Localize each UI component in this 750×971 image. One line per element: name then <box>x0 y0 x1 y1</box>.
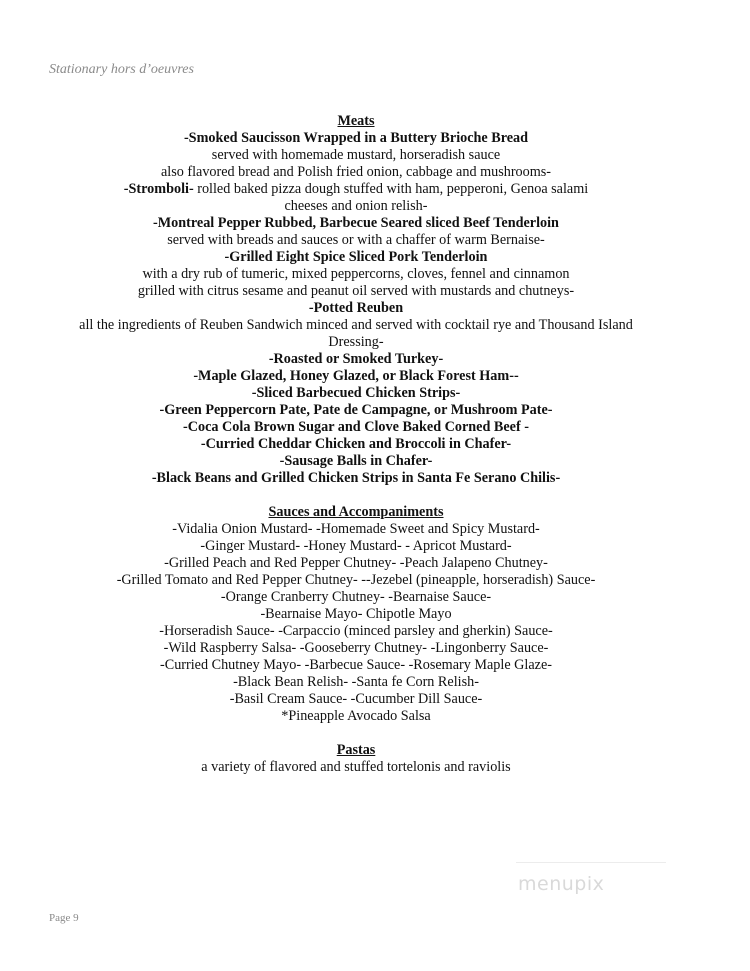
sauce-line: -Horseradish Sauce- -Carpaccio (minced parsley and gherkin) Sauce- <box>159 623 553 639</box>
menu-item-title: -Sliced Barbecued Chicken Strips- <box>251 385 461 401</box>
page-header: Stationary hors d’oeuvres <box>49 62 194 77</box>
watermark-rule <box>516 862 666 863</box>
sauce-line: -Wild Raspberry Salsa- -Gooseberry Chutney- -Lingonberry Sauce- <box>163 640 549 656</box>
meats-heading: Meats <box>337 113 375 129</box>
menu-item-title: -Montreal Pepper Rubbed, Barbecue Seared sliced Beef Tenderloin <box>153 215 559 231</box>
menu-item-description: all the ingredients of Reuben Sandwich minced and served with cocktail rye and Thousand Island <box>79 317 633 333</box>
sauce-line: -Black Bean Relish- -Santa fe Corn Relish- <box>233 674 479 690</box>
sauce-line: -Curried Chutney Mayo- -Barbecue Sauce- -Rosemary Maple Glaze- <box>160 657 552 673</box>
pastas-heading: Pastas <box>336 742 376 758</box>
menu-item-title: -Sausage Balls in Chafer- <box>279 453 433 469</box>
section-spacer <box>40 487 672 504</box>
pasta-description: a variety of flavored and stuffed tortelonis and raviolis <box>201 759 511 775</box>
meats-list <box>40 130 672 487</box>
sauce-line: -Bearnaise Mayo- Chipotle Mayo <box>260 606 452 622</box>
menu-item-description: served with homemade mustard, horseradish sauce <box>211 147 501 163</box>
menu-item-description: rolled baked pizza dough stuffed with ham, pepperoni, Genoa salami <box>197 181 589 197</box>
menu-item-title: -Maple Glazed, Honey Glazed, or Black Forest Ham-- <box>193 368 519 384</box>
menu-item-title: -Smoked Saucisson Wrapped in a Buttery Brioche Bread <box>183 130 529 146</box>
sauce-line: -Grilled Peach and Red Pepper Chutney- -Peach Jalapeno Chutney- <box>164 555 548 571</box>
menu-item-title: -Stromboli- <box>123 181 194 197</box>
sauce-line: -Grilled Tomato and Red Pepper Chutney- --Jezebel (pineapple, horseradish) Sauce- <box>116 572 596 588</box>
menu-item-title: -Curried Cheddar Chicken and Broccoli in Chafer- <box>200 436 512 452</box>
watermark-text: menupix <box>518 873 605 895</box>
sauce-line: -Vidalia Onion Mustard- -Homemade Sweet and Spicy Mustard- <box>172 521 540 537</box>
section-spacer <box>40 725 672 742</box>
menu-item-description: Dressing- <box>328 334 384 350</box>
menu-item-title: -Green Peppercorn Pate, Pate de Campagne, or Mushroom Pate- <box>159 402 553 418</box>
menu-item-title: -Roasted or Smoked Turkey- <box>268 351 444 367</box>
menu-item-title: -Grilled Eight Spice Sliced Pork Tenderloin <box>224 249 488 265</box>
menu-item-description: also flavored bread and Polish fried onion, cabbage and mushrooms- <box>160 164 552 180</box>
menu-item-description: grilled with citrus sesame and peanut oil served with mustards and chutneys- <box>137 283 575 299</box>
menu-content <box>40 113 672 776</box>
menu-item-description: with a dry rub of tumeric, mixed peppercorns, cloves, fennel and cinnamon <box>142 266 570 282</box>
page-number: Page 9 <box>49 912 79 924</box>
sauce-line: -Basil Cream Sauce- -Cucumber Dill Sauce- <box>229 691 483 707</box>
sauces-heading: Sauces and Accompaniments <box>268 504 444 520</box>
menu-item-description: cheeses and onion relish- <box>284 198 428 214</box>
sauces-list <box>40 521 672 725</box>
watermark-logo <box>512 858 672 918</box>
menu-item-description <box>40 181 672 198</box>
sauce-line: -Ginger Mustard- -Honey Mustard- - Apricot Mustard- <box>200 538 512 554</box>
pastas-list <box>40 759 672 776</box>
menu-item-title: -Potted Reuben <box>308 300 404 316</box>
menu-item-description: served with breads and sauces or with a chaffer of warm Bernaise- <box>167 232 545 248</box>
menu-item-title: -Black Beans and Grilled Chicken Strips in Santa Fe Serano Chilis- <box>151 470 561 486</box>
sauce-line: *Pineapple Avocado Salsa <box>281 708 431 724</box>
menu-item-title: -Coca Cola Brown Sugar and Clove Baked Corned Beef - <box>183 419 529 435</box>
sauce-line: -Orange Cranberry Chutney- -Bearnaise Sauce- <box>220 589 492 605</box>
